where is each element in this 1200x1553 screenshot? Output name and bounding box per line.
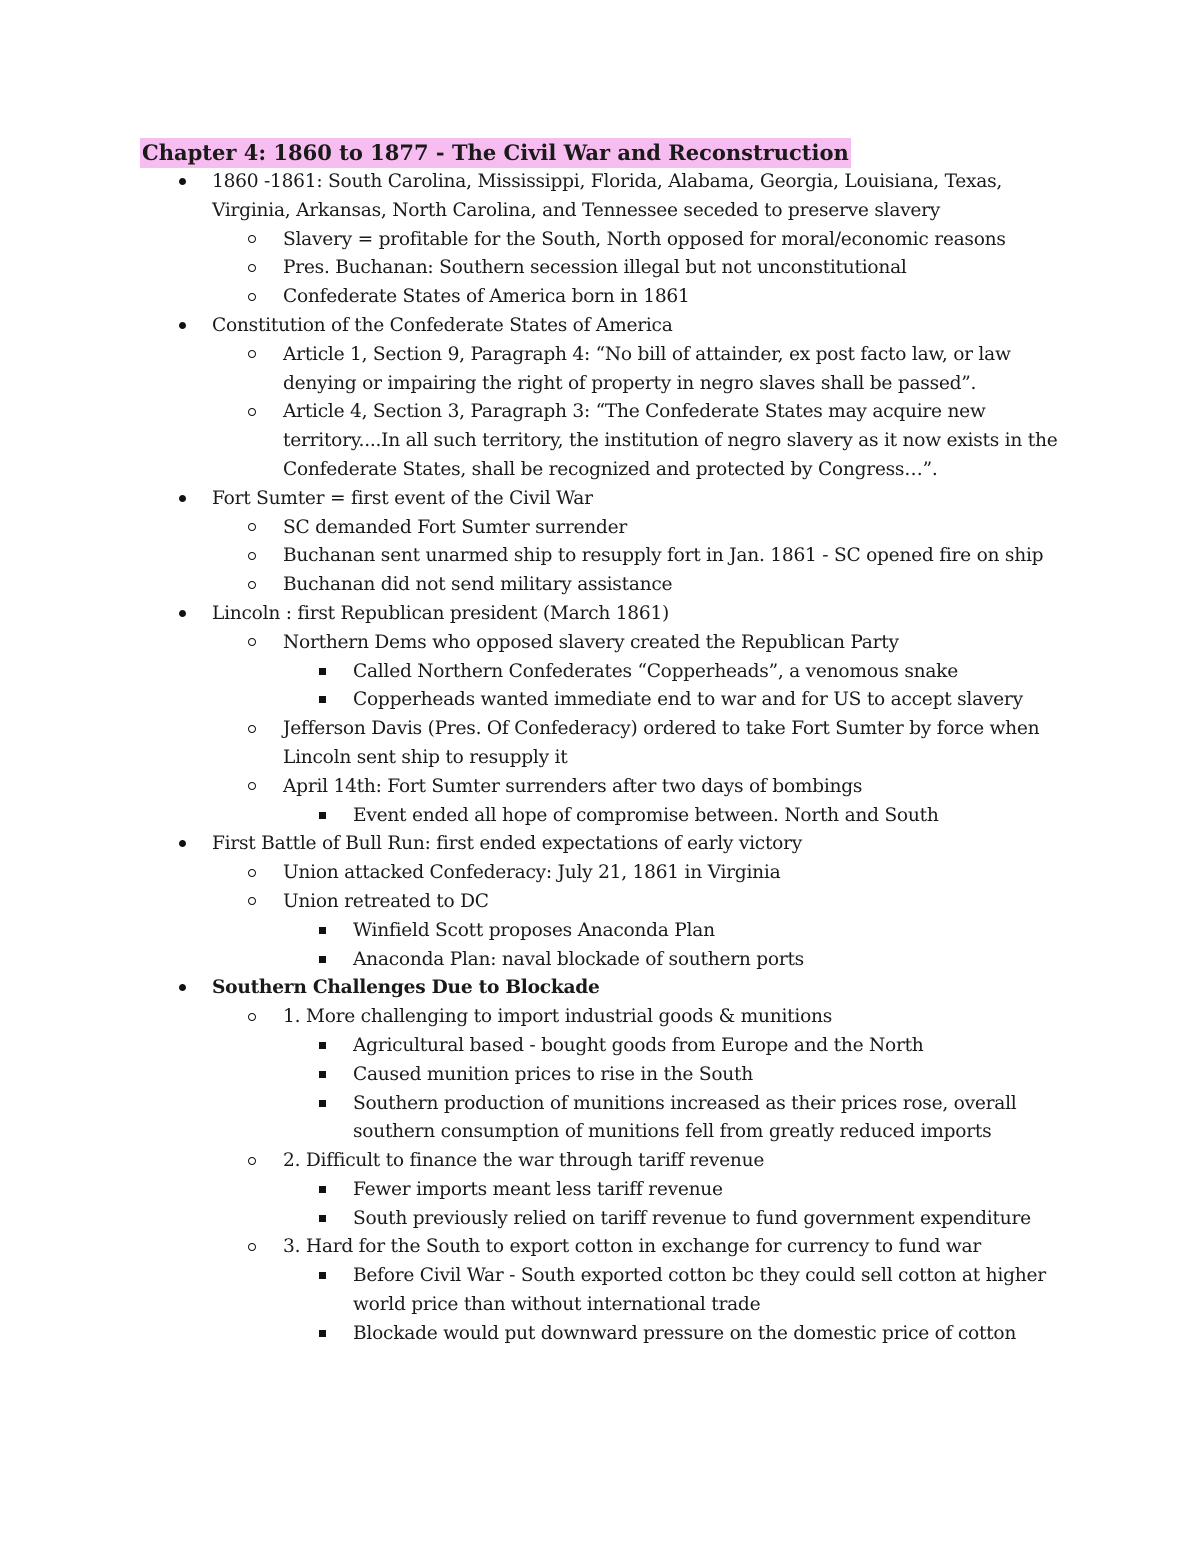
list-item-text: Lincoln : first Republican president (March 1861) [212, 602, 670, 624]
list-item-text: Blockade would put downward pressure on the domestic price of cotton [353, 1322, 1017, 1344]
list-item-level-2 [142, 226, 1062, 255]
list-item-level-2 [142, 1147, 1062, 1176]
list-item-text: Southern production of munitions increased as their prices rose, overall southern consumption of munitions fell from greatly reduced imports [353, 1092, 1017, 1143]
list-item-level-3 [142, 1061, 1062, 1090]
chapter-title: Chapter 4: 1860 to 1877 - The Civil War and Reconstruction [140, 138, 851, 168]
list-item-level-3 [142, 658, 1062, 687]
document-page [142, 138, 1062, 1349]
list-item-level-1 [142, 974, 1062, 1003]
bullet-circle-icon [244, 888, 260, 917]
list-item-text: Fewer imports meant less tariff revenue [353, 1178, 723, 1200]
list-item-text: Agricultural based - bought goods from Europe and the North [353, 1034, 924, 1056]
list-item-level-2 [142, 629, 1062, 658]
list-item-level-3 [142, 1262, 1062, 1320]
bullet-disc-icon [174, 974, 190, 1003]
notes-outline [142, 168, 1062, 1349]
list-item-level-1 [142, 312, 1062, 341]
list-item-text: 3. Hard for the South to export cotton in exchange for currency to fund war [283, 1236, 982, 1258]
bullet-circle-icon [244, 254, 260, 283]
bullet-square-icon [314, 1032, 330, 1061]
bullet-circle-icon [244, 1003, 260, 1032]
bullet-square-icon [314, 1205, 330, 1234]
list-item-level-2 [142, 859, 1062, 888]
bullet-circle-icon [244, 773, 260, 802]
bullet-square-icon [314, 1061, 330, 1090]
bullet-circle-icon [244, 514, 260, 543]
list-item-text: April 14th: Fort Sumter surrenders after two days of bombings [283, 775, 863, 797]
bullet-square-icon [314, 658, 330, 687]
list-item-text: Called Northern Confederates “Copperheads”, a venomous snake [353, 660, 958, 682]
list-item-level-2 [142, 283, 1062, 312]
list-item-text: Event ended all hope of compromise between. North and South [353, 804, 939, 826]
bullet-square-icon [314, 802, 330, 831]
list-item-text: Union attacked Confederacy: July 21, 1861 in Virginia [283, 862, 781, 884]
list-item-level-1 [142, 485, 1062, 514]
list-item-level-2 [142, 1003, 1062, 1032]
bullet-square-icon [314, 1176, 330, 1205]
bullet-square-icon [314, 686, 330, 715]
list-item-level-1 [142, 600, 1062, 629]
list-item-text: Before Civil War - South exported cotton bc they could sell cotton at higher world price than without international trade [353, 1265, 1046, 1316]
list-item-level-2 [142, 341, 1062, 399]
list-item-text: Winfield Scott proposes Anaconda Plan [353, 919, 715, 941]
list-item-level-3 [142, 686, 1062, 715]
list-item-level-2 [142, 715, 1062, 773]
list-item-text: Anaconda Plan: naval blockade of southern ports [353, 948, 804, 970]
list-item-text: 1860 -1861: South Carolina, Mississippi, Florida, Alabama, Georgia, Louisiana, Texas, Virginia, Arkansas, North Carolina, and Tennessee seceded to preserve slavery [212, 171, 1003, 221]
list-item-level-3 [142, 917, 1062, 946]
list-item-text: Union retreated to DC [283, 890, 489, 912]
bullet-square-icon [314, 1320, 330, 1349]
list-item-level-2 [142, 542, 1062, 571]
list-item-text: Northern Dems who opposed slavery created the Republican Party [283, 631, 899, 653]
list-item-text: Caused munition prices to rise in the South [353, 1063, 753, 1085]
list-item-text: First Battle of Bull Run: first ended expectations of early victory [212, 833, 803, 855]
bullet-circle-icon [244, 398, 260, 427]
bullet-circle-icon [244, 283, 260, 312]
list-item-level-3 [142, 802, 1062, 831]
bullet-square-icon [314, 917, 330, 946]
list-item-text: 1. More challenging to import industrial goods & munitions [283, 1006, 833, 1028]
list-item-level-1 [142, 830, 1062, 859]
list-item-text: 2. Difficult to finance the war through tariff revenue [283, 1150, 765, 1172]
bullet-circle-icon [244, 629, 260, 658]
bullet-circle-icon [244, 571, 260, 600]
list-item-level-3 [142, 1032, 1062, 1061]
list-item-text: Article 4, Section 3, Paragraph 3: “The Confederate States may acquire new territory....In all such territory, the institution of negro slavery as it now exists in the Confederate States, shall be recognized and protected by Congress…”. [283, 401, 1058, 480]
list-item-text: SC demanded Fort Sumter surrender [283, 516, 627, 538]
list-item-level-2 [142, 1233, 1062, 1262]
bullet-circle-icon [244, 341, 260, 370]
list-item-level-3 [142, 946, 1062, 975]
list-item-level-2 [142, 254, 1062, 283]
list-item-level-2 [142, 773, 1062, 802]
list-item-level-3 [142, 1176, 1062, 1205]
list-item-level-3 [142, 1320, 1062, 1349]
bullet-disc-icon [174, 600, 190, 629]
bullet-circle-icon [244, 715, 260, 744]
list-item-level-1 [142, 168, 1062, 226]
bullet-square-icon [314, 1262, 330, 1291]
list-item-text: Buchanan did not send military assistance [283, 574, 673, 596]
list-item-text: Confederate States of America born in 1861 [283, 286, 690, 308]
bullet-disc-icon [174, 168, 190, 197]
bullet-circle-icon [244, 226, 260, 255]
list-item-text: Southern Challenges Due to Blockade [212, 977, 600, 999]
bullet-disc-icon [174, 312, 190, 341]
list-item-text: Pres. Buchanan: Southern secession illegal but not unconstitutional [283, 257, 907, 279]
list-item-text: South previously relied on tariff revenue to fund government expenditure [353, 1207, 1031, 1229]
bullet-circle-icon [244, 1147, 260, 1176]
bullet-disc-icon [174, 830, 190, 859]
list-item-text: Article 1, Section 9, Paragraph 4: “No bill of attainder, ex post facto law, or law denying or impairing the right of property in negro slaves shall be passed”. [283, 343, 1011, 394]
bullet-disc-icon [174, 485, 190, 514]
list-item-level-2 [142, 888, 1062, 917]
list-item-text: Jefferson Davis (Pres. Of Confederacy) ordered to take Fort Sumter by force when Lincoln sent ship to resupply it [283, 718, 1040, 768]
bullet-circle-icon [244, 859, 260, 888]
list-item-text: Buchanan sent unarmed ship to resupply fort in Jan. 1861 - SC opened fire on ship [283, 545, 1044, 567]
bullet-circle-icon [244, 1233, 260, 1262]
list-item-level-3 [142, 1205, 1062, 1234]
bullet-square-icon [314, 1090, 330, 1119]
list-item-level-2 [142, 571, 1062, 600]
list-item-text: Fort Sumter = first event of the Civil War [212, 487, 593, 509]
list-item-text: Constitution of the Confederate States of America [212, 314, 673, 336]
list-item-level-2 [142, 398, 1062, 484]
bullet-circle-icon [244, 542, 260, 571]
list-item-level-3 [142, 1090, 1062, 1148]
list-item-level-2 [142, 514, 1062, 543]
list-item-text: Slavery = profitable for the South, North opposed for moral/economic reasons [283, 228, 1006, 250]
list-item-text: Copperheads wanted immediate end to war and for US to accept slavery [353, 689, 1023, 711]
bullet-square-icon [314, 946, 330, 975]
